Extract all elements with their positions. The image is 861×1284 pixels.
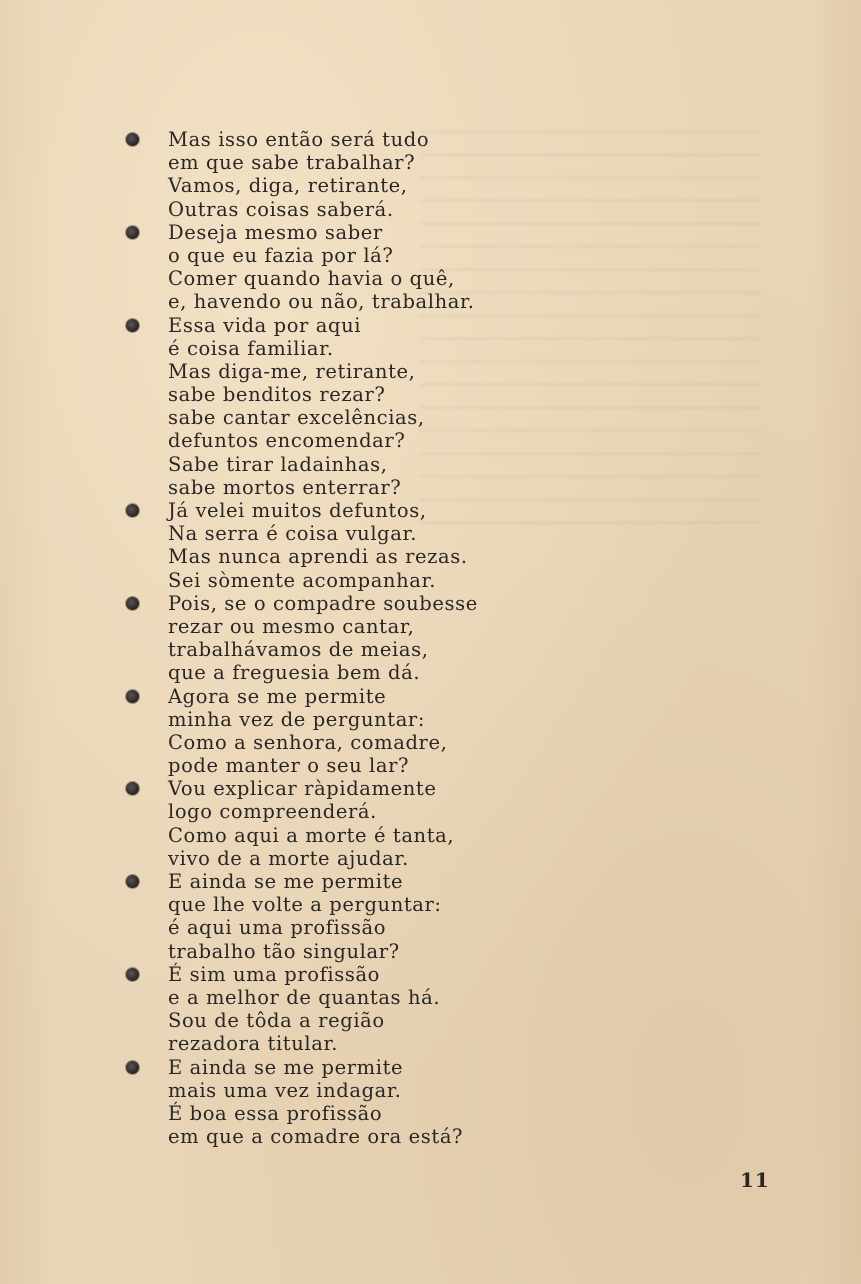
- poem-line: logo compreenderá.: [168, 800, 377, 824]
- poem-line: e a melhor de quantas há.: [168, 985, 441, 1009]
- stanza: [120, 963, 600, 1056]
- poem-line: o que eu fazia por lá?: [168, 243, 394, 267]
- poem-line: trabalho tão singular?: [168, 939, 400, 963]
- poem-line: que a freguesia bem dá.: [168, 661, 421, 685]
- poem-line: Na serra é coisa vulgar.: [168, 522, 418, 546]
- poem-line: E ainda se me permite: [168, 1055, 404, 1079]
- poem-line: sabe mortos enterrar?: [168, 475, 402, 499]
- poem-line: sabe cantar excelências,: [168, 406, 425, 430]
- stanza: [120, 1056, 600, 1149]
- poem-line: é coisa familiar.: [168, 336, 334, 360]
- poem-line: vivo de a morte ajudar.: [168, 846, 409, 870]
- speaker-bullet-icon: [126, 690, 139, 703]
- poem-line: Pois, se o compadre soubesse: [168, 591, 478, 615]
- speaker-bullet-icon: [126, 133, 139, 146]
- speaker-bullet-icon: [126, 226, 139, 239]
- stanza: [120, 314, 600, 500]
- stanza: [120, 128, 600, 221]
- poem-line: rezadora titular.: [168, 1032, 339, 1056]
- stanza: [120, 777, 600, 870]
- poem-line: Deseja mesmo saber: [168, 220, 383, 244]
- poem-line: Outras coisas saberá.: [168, 197, 394, 221]
- speaker-bullet-icon: [126, 597, 139, 610]
- poem-line: e, havendo ou não, trabalhar.: [168, 290, 475, 314]
- poem-line: em que sabe trabalhar?: [168, 151, 416, 175]
- speaker-bullet-icon: [126, 504, 139, 517]
- poem-line: sabe benditos rezar?: [168, 383, 386, 407]
- page-number: 11: [740, 1168, 770, 1192]
- poem-line: Sabe tirar ladainhas,: [168, 452, 388, 476]
- poem-line: Vou explicar ràpidamente: [168, 777, 437, 801]
- poem-line: Vamos, diga, retirante,: [168, 174, 408, 198]
- poem-line: trabalhávamos de meias,: [168, 638, 429, 662]
- poem-line: que lhe volte a perguntar:: [168, 893, 442, 917]
- poem-line: mais uma vez indagar.: [168, 1078, 402, 1102]
- poem-line: em que a comadre ora está?: [168, 1125, 464, 1149]
- poem-line: Sei sòmente acompanhar.: [168, 568, 437, 592]
- poem-line: minha vez de perguntar:: [168, 707, 426, 731]
- poem-line: Essa vida por aqui: [168, 313, 362, 337]
- poem-line: pode manter o seu lar?: [168, 754, 410, 778]
- speaker-bullet-icon: [126, 1061, 139, 1074]
- stanza: [120, 499, 600, 592]
- speaker-bullet-icon: [126, 875, 139, 888]
- stanza: [120, 870, 600, 963]
- poem-line: Já velei muitos defuntos,: [168, 499, 427, 522]
- poem-line: Mas isso então será tudo: [168, 128, 430, 151]
- poem-line: E ainda se me permite: [168, 870, 404, 893]
- poem-line: Sou de tôda a região: [168, 1009, 385, 1033]
- poem-line: Comer quando havia o quê,: [168, 267, 455, 291]
- poem: [120, 128, 600, 1148]
- speaker-bullet-icon: [126, 968, 139, 981]
- stanza: [120, 685, 600, 778]
- poem-line: defuntos encomendar?: [168, 429, 406, 453]
- speaker-bullet-icon: [126, 319, 139, 332]
- poem-line: Como a senhora, comadre,: [168, 730, 448, 754]
- poem-line: É sim uma profissão: [168, 962, 381, 986]
- poem-line: Mas diga-me, retirante,: [168, 359, 416, 383]
- poem-line: Mas nunca aprendi as rezas.: [168, 545, 468, 569]
- poem-line: rezar ou mesmo cantar,: [168, 614, 415, 638]
- poem-line: é aqui uma profissão: [168, 916, 387, 940]
- stanza: [120, 592, 600, 685]
- stanza: [120, 221, 600, 314]
- poem-line: Como aqui a morte é tanta,: [168, 823, 455, 847]
- poem-line: Agora se me permite: [168, 684, 387, 708]
- poem-line: É boa essa profissão: [168, 1101, 383, 1125]
